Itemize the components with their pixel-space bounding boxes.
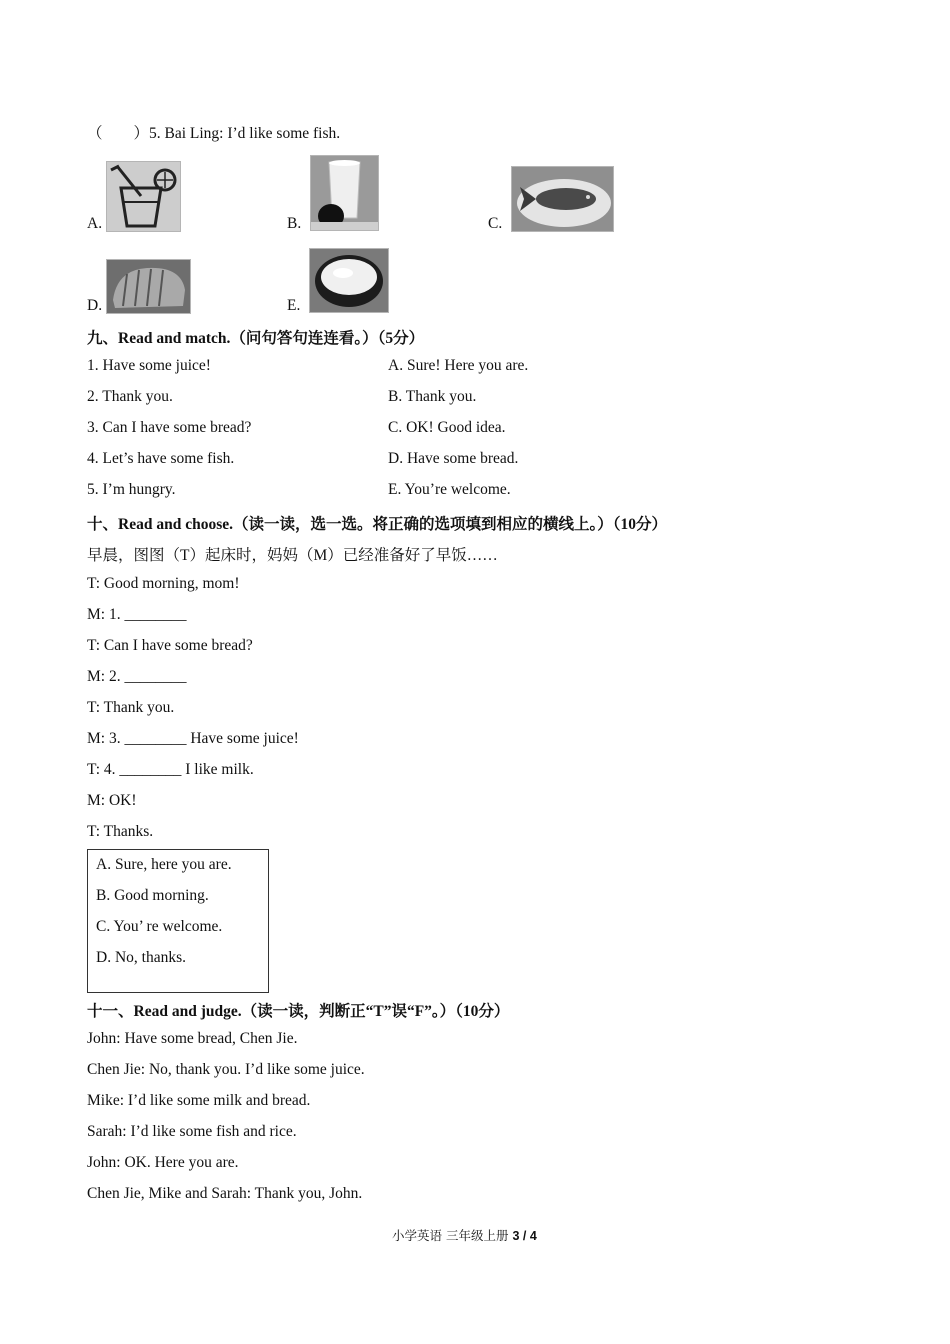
choice-a: A. Sure, here you are.	[96, 856, 232, 873]
section11-title-en: Read and judge.	[133, 1003, 242, 1020]
section10-title-en: Read and choose.	[118, 516, 233, 533]
milk-and-apple-photo	[310, 155, 379, 231]
dialogue-line-8: M: OK!	[87, 792, 137, 809]
judge-line-3: Mike: I’d like some milk and bread.	[87, 1092, 311, 1109]
match-right-b: B. Thank you.	[388, 388, 477, 405]
choice-d: D. No, thanks.	[96, 949, 186, 966]
footer-page-number: 3 / 4	[512, 1229, 537, 1243]
section9-title-en: Read and match.	[118, 330, 231, 347]
judge-line-2: Chen Jie: No, thank you. I’d like some juice.	[87, 1061, 365, 1078]
choice-c: C. You’ re welcome.	[96, 918, 223, 935]
option-b-letter: B.	[287, 215, 302, 232]
section10-title-num: 十、	[87, 516, 119, 533]
section10-intro: 早晨，图图（T）起床时，妈妈（M）已经准备好了早饭……	[87, 547, 498, 564]
dialogue-line-7: T: 4. ________ I like milk.	[87, 761, 254, 778]
dialogue-line-3: T: Can I have some bread?	[87, 637, 253, 654]
judge-line-6: Chen Jie, Mike and Sarah: Thank you, John.	[87, 1185, 363, 1202]
section11-title	[87, 999, 509, 1021]
match-left-1: 1. Have some juice!	[87, 357, 211, 374]
option-a-letter: A.	[87, 215, 103, 232]
option-c-letter: C.	[488, 215, 503, 232]
section11-title-num: 十一、	[87, 1003, 134, 1020]
judge-line-4: Sarah: I’d like some fish and rice.	[87, 1123, 297, 1140]
page-footer	[392, 1226, 537, 1244]
match-right-d: D. Have some bread.	[388, 450, 519, 467]
q5-stem: （ ）5. Bai Ling: I’d like some fish.	[87, 125, 341, 142]
dialogue-line-6: M: 3. ________ Have some juice!	[87, 730, 299, 747]
dialogue-line-1: T: Good morning, mom!	[87, 575, 240, 592]
section9-title-num: 九、	[87, 330, 119, 347]
option-e-letter: E.	[287, 297, 301, 314]
section10-title	[87, 512, 667, 534]
match-left-2: 2. Thank you.	[87, 388, 173, 405]
section10-title-cn: （读一读，选一选。将正确的选项填到相应的横线上。）（10分）	[233, 516, 668, 533]
judge-line-5: John: OK. Here you are.	[87, 1154, 239, 1171]
choice-b: B. Good morning.	[96, 887, 209, 904]
bread-loaf-photo	[106, 259, 191, 314]
section11-title-cn: （读一读，判断正“T”误“F”。）（10分）	[241, 1003, 510, 1020]
match-left-3: 3. Can I have some bread?	[87, 419, 252, 436]
footer-subject: 小学英语 三年级上册	[392, 1228, 509, 1243]
juice-glass-icon	[106, 161, 181, 232]
dialogue-line-5: T: Thank you.	[87, 699, 175, 716]
match-right-e: E. You’re welcome.	[388, 481, 511, 498]
dialogue-line-9: T: Thanks.	[87, 823, 154, 840]
dialogue-line-4: M: 2. ________	[87, 668, 187, 685]
match-right-c: C. OK! Good idea.	[388, 419, 506, 436]
option-d-letter: D.	[87, 297, 103, 314]
match-left-5: 5. I’m hungry.	[87, 481, 176, 498]
dialogue-line-2: M: 1. ________	[87, 606, 187, 623]
rice-bowl-photo	[309, 248, 389, 313]
match-right-a: A. Sure! Here you are.	[388, 357, 529, 374]
match-left-4: 4. Let’s have some fish.	[87, 450, 235, 467]
section9-title	[87, 326, 424, 348]
section9-title-cn: （问句答句连连看。）（5分）	[230, 330, 425, 347]
fish-on-plate-photo	[511, 166, 614, 232]
judge-line-1: John: Have some bread, Chen Jie.	[87, 1030, 298, 1047]
